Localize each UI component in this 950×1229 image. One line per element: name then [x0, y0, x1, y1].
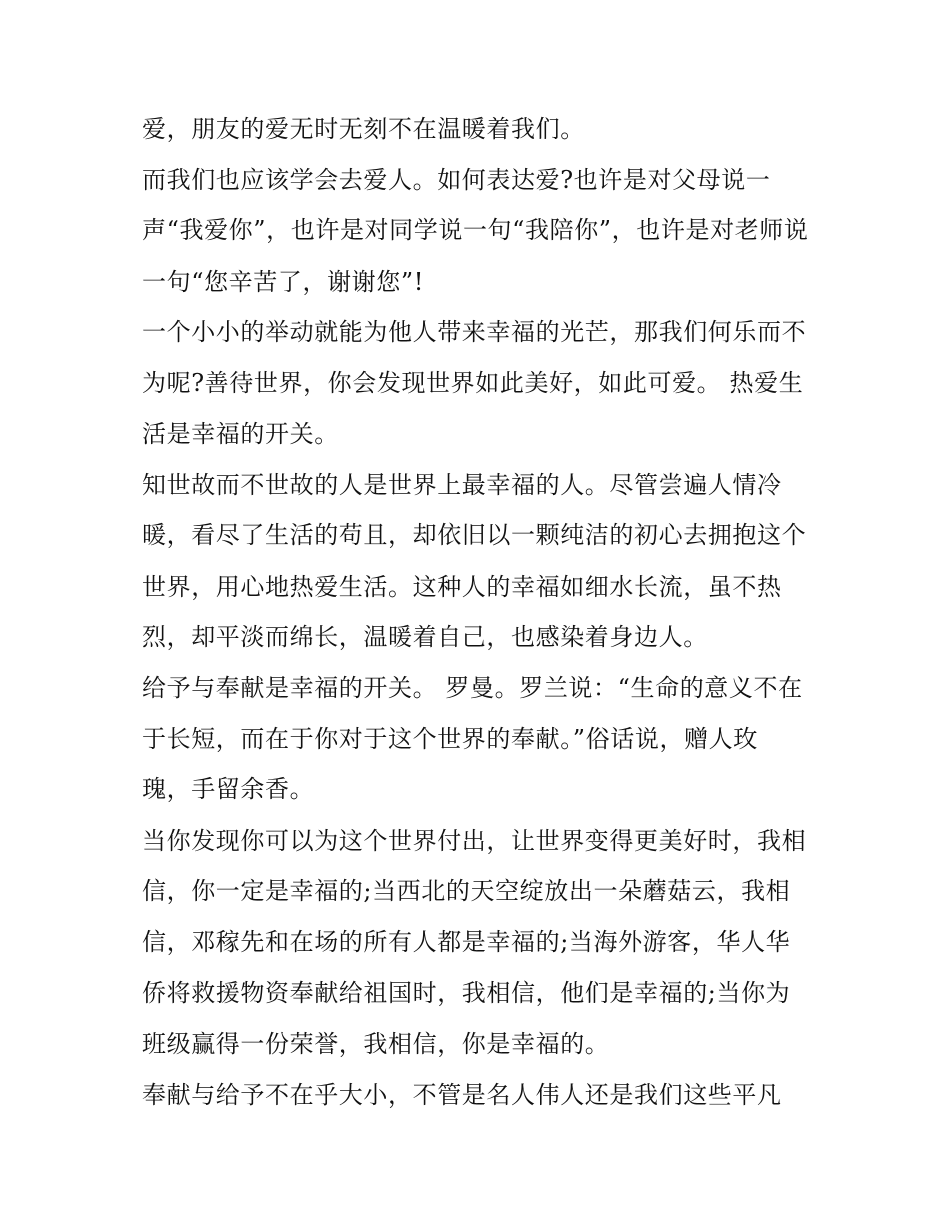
text-line: 于长短，而在于你对于这个世界的奉献。”俗话说，赠人玫 [142, 725, 758, 753]
text-line: 世界，用心地热爱生活。这种人的幸福如细水长流，虽不热 [142, 573, 782, 601]
text-line: 侨将救援物资奉献给祖国时，我相信，他们是幸福的;当你为 [142, 979, 791, 1007]
text-line: 奉献与给予不在乎大小，不管是名人伟人还是我们这些平凡 [142, 1081, 782, 1109]
text-line: 一个小小的举动就能为他人带来幸福的光芒，那我们何乐而不 [142, 318, 807, 346]
text-line: 暖，看尽了生活的苟且，却依旧以一颗纯洁的初心去拥抱这个 [142, 521, 807, 549]
text-line: 爱，朋友的爱无时无刻不在温暖着我们。 [142, 115, 585, 143]
text-line: 知世故而不世故的人是世界上最幸福的人。尽管尝遍人情冷 [142, 471, 782, 499]
text-line: 给予与奉献是幸福的开关。 罗曼。罗兰说：“生命的意义不在 [142, 674, 803, 702]
text-line: 班级赢得一份荣誉，我相信，你是幸福的。 [142, 1030, 610, 1058]
text-line: 为呢?善待世界，你会发现世界如此美好，如此可爱。 热爱生 [142, 369, 804, 397]
text-line: 一句“您辛苦了，谢谢您”! [142, 268, 424, 296]
text-line: 瑰，手留余香。 [142, 775, 315, 803]
text-line: 声“我爱你”，也许是对同学说一句“我陪你”，也许是对老师说 [142, 216, 809, 244]
text-line: 信，你一定是幸福的;当西北的天空绽放出一朵蘑菇云，我相 [142, 877, 791, 905]
text-line: 信，邓稼先和在场的所有人都是幸福的;当海外游客，华人华 [142, 928, 791, 956]
text-line: 而我们也应该学会去爱人。如何表达爱?也许是对父母说一 [142, 166, 771, 194]
text-line: 烈，却平淡而绵长，温暖着自己，也感染着身边人。 [142, 623, 708, 651]
text-line: 活是幸福的开关。 [142, 420, 339, 448]
text-line: 当你发现你可以为这个世界付出，让世界变得更美好时，我相 [142, 827, 807, 855]
